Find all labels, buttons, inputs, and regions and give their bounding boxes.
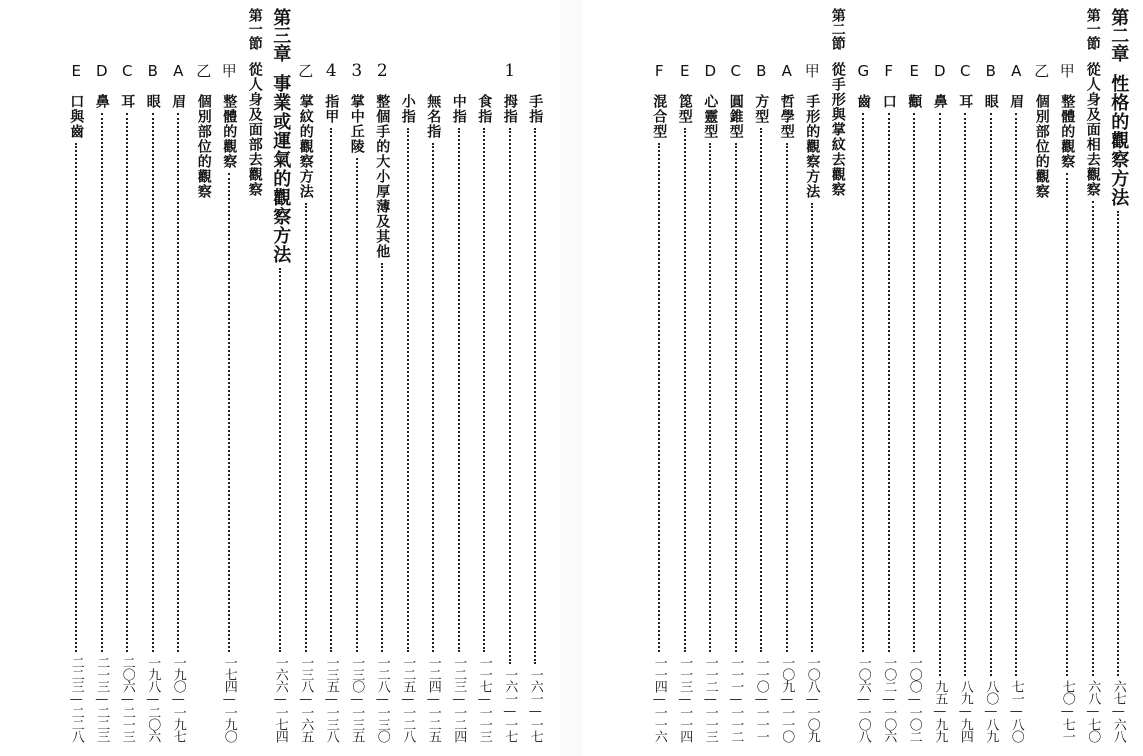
right-toc-page — [583, 0, 1143, 756]
page-number: 一〇六—一〇八 — [855, 656, 871, 742]
dot-leader — [381, 263, 383, 652]
page-number: 一二三—一二四 — [451, 656, 467, 742]
entry-label: C — [960, 62, 971, 80]
dot-leader — [888, 113, 890, 652]
toc-entry[interactable] — [902, 8, 928, 742]
entry-label: 2 — [376, 61, 388, 81]
dot-leader — [534, 128, 536, 664]
toc-entry[interactable] — [749, 8, 775, 742]
toc-entry[interactable] — [64, 8, 90, 742]
toc-entry[interactable] — [115, 8, 141, 742]
toc-entry[interactable] — [1004, 8, 1030, 742]
left-toc-page — [0, 0, 560, 756]
entry-title: 掌紋的觀察方法 — [297, 94, 314, 199]
toc-entry[interactable] — [698, 8, 724, 742]
toc-chapter[interactable] — [1106, 8, 1132, 742]
book-gutter — [560, 0, 583, 756]
dot-leader — [964, 113, 966, 676]
entry-label: A — [1011, 62, 1022, 80]
dot-leader — [356, 158, 358, 652]
entry-label: F — [654, 62, 664, 80]
dot-leader — [101, 113, 103, 652]
entry-title: 個別部位的觀察 — [1033, 94, 1050, 199]
section-tag: 第一節 — [1084, 8, 1101, 50]
dot-leader — [709, 143, 711, 652]
page-number: 一一七—一一三 — [476, 656, 492, 742]
toc-chapter[interactable] — [268, 8, 294, 742]
entry-title: 掌中丘陵 — [348, 94, 365, 154]
dot-leader — [330, 128, 332, 652]
entry-label: C — [730, 62, 741, 80]
toc-entry[interactable] — [293, 8, 319, 742]
entry-title: 手指 — [527, 94, 544, 124]
toc-entry[interactable] — [978, 8, 1004, 742]
toc-entry[interactable] — [89, 8, 115, 742]
toc-entry[interactable] — [1055, 8, 1081, 742]
toc-entry[interactable] — [217, 8, 243, 742]
toc-entry[interactable] — [421, 8, 447, 742]
heading-block — [245, 8, 265, 62]
entry-label: 甲 — [1059, 62, 1075, 80]
entry-title: 整體的觀察 — [221, 94, 238, 169]
dot-leader — [228, 173, 230, 652]
entry-title: 食指 — [476, 94, 493, 124]
page-number: 一三八—一六五 — [298, 656, 314, 742]
entry-title: 眼 — [144, 94, 161, 109]
dot-leader — [811, 203, 813, 652]
page-number: 一〇九—一一〇 — [779, 656, 795, 742]
entry-title: 手形的觀察方法 — [804, 94, 821, 199]
toc-entry[interactable] — [344, 8, 370, 742]
entry-label: 3 — [351, 61, 363, 81]
entry-title: 指甲 — [323, 94, 340, 124]
page-number: 二〇六—二一三 — [119, 656, 135, 742]
toc-entry[interactable] — [166, 8, 192, 742]
heading-block — [1083, 8, 1103, 62]
chapter-tag: 第二章 — [1108, 8, 1130, 62]
entry-title: 性格的觀察方法 — [1108, 74, 1130, 207]
entry-label: E — [71, 62, 81, 80]
dot-leader — [658, 143, 660, 652]
toc-entry[interactable] — [1029, 8, 1055, 742]
entry-title: 眼 — [982, 94, 999, 109]
page-number: 七〇—七一 — [1059, 680, 1075, 742]
toc-entry[interactable] — [800, 8, 826, 742]
entry-title: 從手形與掌紋去觀察 — [829, 62, 846, 197]
entry-label: D — [704, 62, 717, 80]
dot-leader — [75, 143, 77, 652]
dot-leader — [684, 128, 686, 652]
entry-title: 整體的觀察 — [1059, 94, 1076, 169]
dot-leader — [432, 143, 434, 652]
page-number: 一一三—一一四 — [677, 656, 693, 742]
page-number: 一〇〇—一〇二 — [906, 656, 922, 742]
toc-entry[interactable] — [723, 8, 749, 742]
toc-entry[interactable] — [851, 8, 877, 742]
page-number: 一二八—一三〇 — [374, 656, 390, 742]
page-number: 一七四—一九〇 — [221, 656, 237, 742]
entry-title: 圓錐型 — [727, 94, 744, 139]
dot-leader — [305, 203, 307, 652]
page-number: 九五—九九 — [932, 680, 948, 742]
page-number: 一一二—一一三 — [702, 656, 718, 742]
entry-title: 拇指 — [501, 94, 518, 124]
entry-title: 無名指 — [425, 94, 442, 139]
dot-leader — [126, 113, 128, 652]
page-number: 一一四—一一六 — [651, 656, 667, 742]
page-number: 一一一—一一二 — [728, 656, 744, 742]
entry-label: 1 — [504, 61, 516, 81]
toc-entry[interactable] — [191, 8, 217, 742]
page-number: 八〇—八九 — [983, 680, 999, 742]
entry-title: 鼻 — [93, 94, 110, 109]
dot-leader — [760, 128, 762, 652]
toc-entry[interactable] — [876, 8, 902, 742]
page-number: 一六六—一七四 — [272, 656, 288, 742]
toc-entry[interactable] — [140, 8, 166, 742]
page-number: 一三五—一三八 — [323, 656, 339, 742]
page-number: 一二四—一二五 — [425, 656, 441, 742]
entry-title: 中指 — [450, 94, 467, 124]
entry-title: 鼻 — [931, 94, 948, 109]
entry-label: 甲 — [804, 62, 820, 80]
entry-label: D — [933, 62, 946, 80]
dot-leader — [735, 143, 737, 652]
entry-label: 乙 — [298, 62, 314, 80]
dot-leader — [152, 113, 154, 652]
page-number: 一六一—一七 — [527, 668, 543, 742]
entry-title: 箆型 — [676, 94, 693, 124]
entry-label: 甲 — [221, 62, 237, 80]
entry-title: 眉 — [1008, 94, 1025, 109]
entry-label: A — [173, 62, 184, 80]
page-number: 一二五—一二八 — [400, 656, 416, 742]
entry-title: 眉 — [170, 94, 187, 109]
entry-title: 口與齒 — [68, 94, 85, 139]
toc-entry[interactable] — [370, 8, 396, 742]
entry-label: G — [857, 62, 870, 80]
entry-title: 混合型 — [651, 94, 668, 139]
page-number: 二一三—二二三 — [94, 656, 110, 742]
entry-title: 事業或運氣的觀察方法 — [270, 74, 292, 264]
dot-leader — [177, 113, 179, 652]
page-number: 一一〇—一一一 — [753, 656, 769, 742]
page-number: 七一—八〇 — [1008, 680, 1024, 742]
entry-title: 小指 — [399, 94, 416, 124]
entry-label: B — [985, 62, 996, 80]
entry-title: 個別部位的觀察 — [195, 94, 212, 199]
dot-leader — [1117, 211, 1119, 676]
entry-title: 耳 — [957, 94, 974, 109]
entry-title: 從人身及面相去觀察 — [1084, 62, 1101, 197]
dot-leader — [1015, 113, 1017, 676]
dot-leader — [483, 128, 485, 652]
toc-entry[interactable] — [927, 8, 953, 742]
dot-leader — [1092, 201, 1094, 676]
dot-leader — [509, 128, 511, 664]
section-tag: 第一節 — [246, 8, 263, 50]
toc-entry[interactable] — [446, 8, 472, 742]
chapter-tag: 第三章 — [270, 8, 292, 62]
toc-entry[interactable] — [395, 8, 421, 742]
entry-label: C — [122, 62, 133, 80]
toc-entry[interactable] — [472, 8, 498, 742]
toc-section[interactable] — [825, 8, 851, 742]
entry-title: 口 — [880, 94, 897, 109]
toc-section[interactable] — [242, 8, 268, 742]
heading-block — [1105, 8, 1131, 74]
toc-section[interactable] — [1080, 8, 1106, 742]
dot-leader — [786, 143, 788, 652]
section-tag: 第二節 — [829, 8, 846, 50]
entry-title: 耳 — [119, 94, 136, 109]
entry-title: 方型 — [753, 94, 770, 124]
dot-leader — [407, 128, 409, 652]
entry-label: 4 — [325, 61, 337, 81]
dot-leader — [990, 113, 992, 676]
entry-label: A — [781, 62, 792, 80]
entry-label: F — [884, 62, 894, 80]
entry-title: 從人身及面部去觀察 — [246, 62, 263, 197]
page-number: 一三〇—一三五 — [349, 656, 365, 742]
entry-label: B — [756, 62, 767, 80]
dot-leader — [279, 268, 281, 652]
page-number: 一六一—一七 — [502, 668, 518, 742]
entry-label: E — [909, 62, 919, 80]
page-number: 一〇八—一〇九 — [804, 656, 820, 742]
dot-leader — [862, 113, 864, 652]
entry-label: 乙 — [1034, 62, 1050, 80]
page-number: 二二三—二二八 — [68, 656, 84, 742]
toc-entry[interactable] — [774, 8, 800, 742]
page-number: 六七—六八 — [1110, 680, 1126, 742]
dot-leader — [939, 113, 941, 676]
entry-title: 顴 — [906, 94, 923, 109]
toc-entry[interactable] — [647, 8, 673, 742]
dot-leader — [913, 113, 915, 652]
entry-title: 整個手的大小厚薄及其他 — [374, 94, 391, 259]
page-number: 六八—七〇 — [1085, 680, 1101, 742]
entry-label: D — [95, 62, 108, 80]
page-number: 一〇二—一〇六 — [881, 656, 897, 742]
entry-title: 哲學型 — [778, 94, 795, 139]
entry-title: 齒 — [855, 94, 872, 109]
page-number: 一九八—二〇六 — [145, 656, 161, 742]
toc-entry[interactable] — [319, 8, 345, 742]
toc-entry[interactable] — [953, 8, 979, 742]
page-number: 八九—九四 — [957, 680, 973, 742]
entry-label: 乙 — [196, 62, 212, 80]
entry-title: 心靈型 — [702, 94, 719, 139]
heading-block — [828, 8, 848, 62]
page-number: 一九〇—一九七 — [170, 656, 186, 742]
toc-entry[interactable] — [523, 8, 549, 742]
heading-block — [267, 8, 293, 74]
entry-label: B — [147, 62, 158, 80]
toc-entry[interactable] — [672, 8, 698, 742]
dot-leader — [1066, 173, 1068, 676]
toc-entry[interactable] — [497, 8, 523, 742]
dot-leader — [458, 128, 460, 652]
entry-label: E — [680, 62, 690, 80]
